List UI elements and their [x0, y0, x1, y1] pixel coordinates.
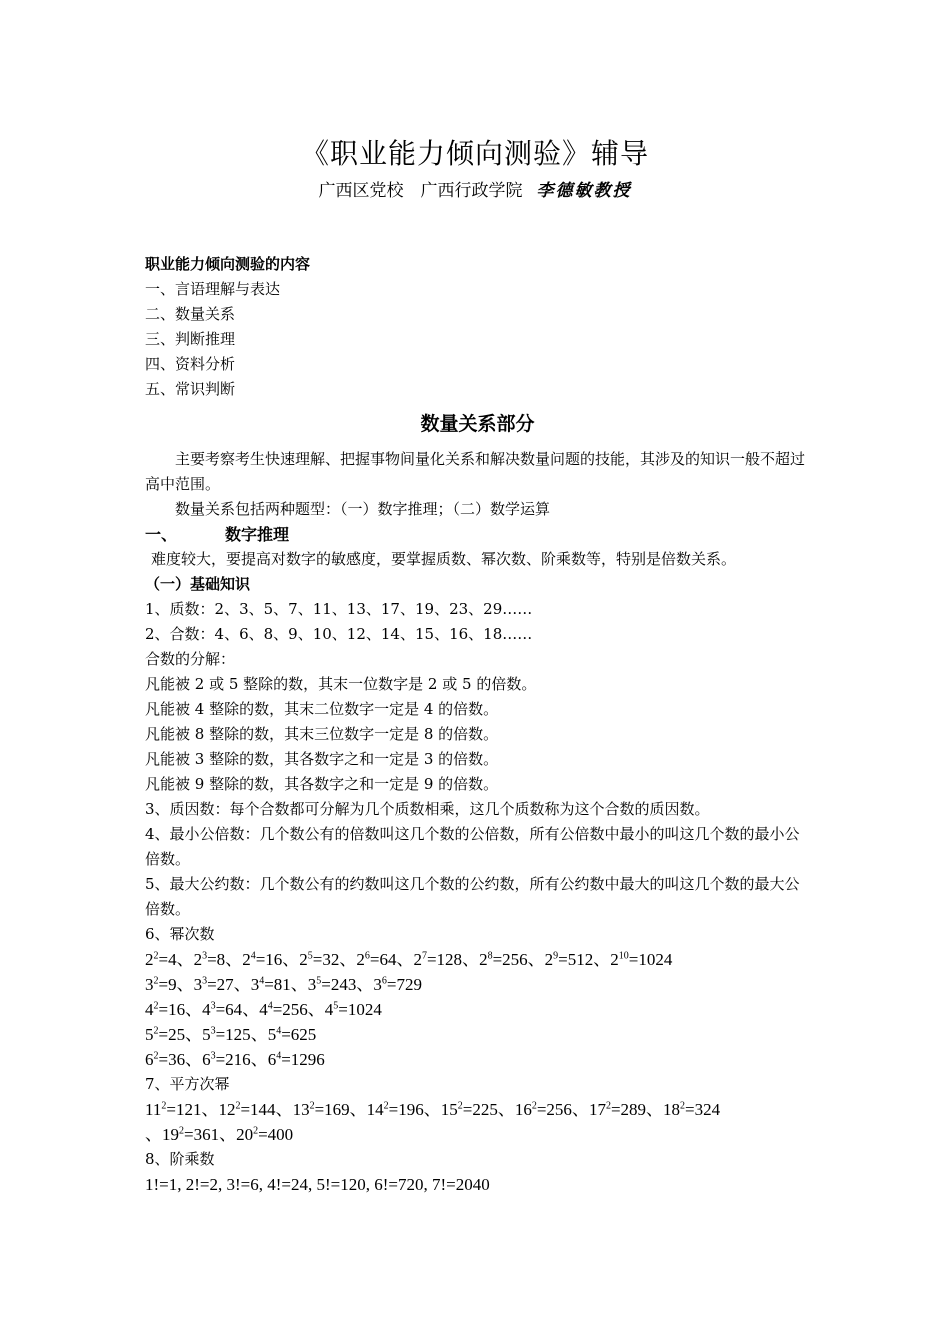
powers-row [145, 1022, 810, 1047]
power-base: 2 [242, 950, 251, 969]
power-exponent: 4 [276, 1025, 282, 1037]
power-term [236, 1125, 293, 1144]
power-result: =121 [166, 1100, 202, 1119]
powers-row [145, 1047, 810, 1072]
separator: 、 [423, 1100, 441, 1119]
power-result: =256 [492, 950, 528, 969]
power-exponent: 2 [235, 1100, 241, 1112]
heading-number: 一、 [145, 525, 178, 544]
power-exponent: 2 [253, 1125, 259, 1137]
power-base: 2 [479, 950, 488, 969]
power-term [441, 1100, 498, 1119]
power-result: =169 [314, 1100, 350, 1119]
rule-3: 凡能被 3 整除的数，其各数字之和一定是 3 的倍数。 [145, 750, 499, 768]
document-body [145, 252, 810, 1197]
intro-paragraph: 主要考察考生快速理解、把握事物间量化关系和解决数量问题的技能，其涉及的知识一般不超过高中范围。 [145, 450, 806, 493]
power-base: 11 [145, 1100, 162, 1119]
power-exponent: 2 [531, 1100, 537, 1112]
power-result: =216 [215, 1050, 251, 1069]
reasoning-description: 难度较大，要提高对数字的敏感度，要掌握质数、幂次数、阶乘数等，特别是倍数关系。 [151, 550, 737, 568]
author-line [0, 176, 950, 201]
separator: 、 [176, 975, 194, 994]
power-exponent: 3 [210, 1000, 216, 1012]
separator: 、 [646, 1100, 664, 1119]
power-result: =125 [215, 1025, 251, 1044]
separator: 、 [185, 1025, 203, 1044]
power-base: 2 [610, 950, 619, 969]
power-base: 13 [292, 1100, 310, 1119]
lcm-definition: 4、最小公倍数：几个数公有的倍数叫这几个数的公倍数，所有公倍数中最小的叫这几个数的最小公倍数。 [145, 825, 800, 868]
power-result: =64 [369, 950, 397, 969]
separator: 、 [396, 950, 414, 969]
power-result: =4 [158, 950, 177, 969]
toc-item: 一、言语理解与表达 [145, 280, 281, 298]
power-result: =256 [536, 1100, 572, 1119]
power-term [194, 950, 226, 969]
power-exponent: 2 [383, 1100, 389, 1112]
separator: 、 [282, 950, 300, 969]
power-result: =1296 [281, 1050, 325, 1069]
page-title: 《职业能力倾向测验》辅导 [300, 137, 649, 170]
power-base: 2 [413, 950, 422, 969]
power-term [308, 975, 357, 994]
power-base: 16 [514, 1100, 532, 1119]
power-result: =8 [207, 950, 226, 969]
power-result: =196 [388, 1100, 424, 1119]
power-term [145, 975, 177, 994]
separator: 、 [571, 1100, 589, 1119]
intro-types: 数量关系包括两种题型：（一）数字推理；（二）数学运算 [175, 500, 551, 518]
gcd-definition: 5、最大公约数：几个数公有的约数叫这几个数的公约数，所有公约数中最大的叫这几个数的最大公倍数。 [145, 875, 800, 918]
power-term [293, 1100, 350, 1119]
power-exponent: 4 [250, 950, 256, 962]
factorial-heading: 8、阶乘数 [145, 1150, 215, 1168]
power-result: =256 [272, 1000, 308, 1019]
power-term [251, 975, 291, 994]
power-term [545, 950, 594, 969]
institution-text: 广西区党校 广西行政学院 [318, 181, 523, 201]
power-exponent: 5 [316, 975, 322, 987]
separator: 、 [307, 1000, 325, 1019]
power-result: =81 [264, 975, 291, 994]
power-result: =625 [281, 1025, 317, 1044]
power-term [145, 950, 177, 969]
powers-row [145, 947, 810, 972]
power-result: =1024 [338, 1000, 382, 1019]
separator: 、 [250, 1025, 268, 1044]
power-base: 20 [236, 1125, 254, 1144]
squares-row [145, 1097, 810, 1122]
toc-item: 二、数量关系 [145, 305, 236, 323]
subheading-basics: （一）基础知识 [145, 575, 251, 593]
power-base: 4 [259, 1000, 268, 1019]
power-exponent: 4 [259, 975, 265, 987]
power-exponent: 6 [381, 975, 387, 987]
power-exponent: 2 [153, 950, 159, 962]
power-term [367, 1100, 424, 1119]
rule-2-5: 凡能被 2 或 5 整除的数，其末一位数字是 2 或 5 的倍数。 [145, 675, 537, 693]
power-result: =1024 [628, 950, 673, 969]
separator: 、 [497, 1100, 515, 1119]
power-term [202, 1000, 242, 1019]
power-exponent: 2 [153, 1025, 159, 1037]
power-exponent: 2 [153, 1000, 159, 1012]
power-result: =512 [558, 950, 594, 969]
power-result: =128 [426, 950, 463, 969]
power-base: 19 [162, 1125, 179, 1144]
power-base: 4 [202, 1000, 211, 1019]
power-exponent: 10 [618, 950, 629, 962]
power-result: =324 [685, 1100, 721, 1119]
power-term [218, 1100, 275, 1119]
power-term [259, 1000, 308, 1019]
squares-heading: 7、平方次幂 [145, 1075, 230, 1093]
power-base: 4 [324, 1000, 334, 1019]
power-exponent: 2 [457, 1100, 463, 1112]
power-term [515, 1100, 572, 1119]
power-exponent: 3 [202, 975, 208, 987]
power-result: =9 [158, 975, 177, 994]
power-result: =36 [158, 1050, 186, 1069]
separator: 、 [176, 950, 194, 969]
power-base: 5 [267, 1025, 277, 1044]
section-title: 数量关系部分 [420, 413, 535, 435]
power-base: 18 [663, 1100, 681, 1119]
power-exponent: 5 [307, 950, 313, 962]
power-result: =27 [207, 975, 234, 994]
power-base: 12 [218, 1100, 236, 1119]
prime-numbers: 1、质数：2、3、5、7、11、13、17、19、23、29…… [145, 600, 533, 618]
separator: 、 [250, 1050, 268, 1069]
power-exponent: 2 [161, 1100, 167, 1112]
power-term [145, 1050, 185, 1069]
power-base: 6 [267, 1050, 277, 1069]
power-term [242, 950, 282, 969]
power-base: 6 [202, 1050, 211, 1069]
power-result: =243 [321, 975, 357, 994]
power-exponent: 2 [680, 1100, 686, 1112]
separator: 、 [349, 1100, 367, 1119]
power-result: =289 [610, 1100, 647, 1119]
power-base: 15 [440, 1100, 458, 1119]
separator: 、 [339, 950, 357, 969]
power-base: 3 [307, 975, 317, 994]
power-base: 2 [145, 950, 154, 969]
power-term [356, 950, 396, 969]
power-result: =16 [255, 950, 283, 969]
power-term [194, 975, 234, 994]
toc-item: 三、判断推理 [145, 330, 236, 348]
separator: 、 [275, 1100, 293, 1119]
power-exponent: 6 [364, 950, 370, 962]
powers-heading: 6、幂次数 [145, 925, 215, 943]
power-base: 3 [145, 975, 154, 994]
separator: 、 [185, 1000, 203, 1019]
separator: 、 [233, 975, 251, 994]
power-term [268, 1025, 317, 1044]
separator: 、 [201, 1100, 219, 1119]
power-exponent: 2 [309, 1100, 315, 1112]
power-exponent: 2 [153, 975, 159, 987]
power-base: 5 [145, 1025, 154, 1044]
power-term [413, 950, 462, 969]
power-term [145, 1025, 185, 1044]
squares-row [145, 1122, 810, 1147]
power-base: 2 [193, 950, 203, 969]
power-term [202, 1050, 251, 1069]
powers-row [145, 972, 810, 997]
power-exponent: 3 [210, 1025, 216, 1037]
power-result: =225 [462, 1100, 498, 1119]
power-term [268, 1050, 325, 1069]
power-result: =729 [386, 975, 422, 994]
separator: 、 [356, 975, 374, 994]
power-exponent: 7 [421, 950, 427, 962]
power-result: =32 [312, 950, 340, 969]
separator: 、 [290, 975, 308, 994]
toc-item: 四、资料分析 [145, 355, 236, 373]
power-base: 5 [202, 1025, 211, 1044]
composite-decomposition: 合数的分解： [145, 650, 236, 668]
power-term [663, 1100, 720, 1119]
power-result: =25 [158, 1025, 186, 1044]
power-exponent: 4 [276, 1050, 282, 1062]
prime-factor-definition: 3、质因数：每个合数都可分解为几个质数相乘，这几个质数称为这个合数的质因数。 [145, 800, 710, 818]
power-exponent: 3 [210, 1050, 216, 1062]
power-term [373, 975, 422, 994]
power-term [299, 950, 339, 969]
power-base: 3 [193, 975, 203, 994]
separator: 、 [527, 950, 545, 969]
power-result: =64 [215, 1000, 243, 1019]
power-term [162, 1125, 219, 1144]
author-signature: 李德敏教授 [536, 181, 632, 201]
rule-8: 凡能被 8 整除的数，其末三位数字一定是 8 的倍数。 [145, 725, 499, 743]
power-result: =144 [240, 1100, 276, 1119]
power-base: 14 [366, 1100, 384, 1119]
power-base: 3 [373, 975, 382, 994]
separator: 、 [145, 1125, 162, 1144]
power-exponent: 5 [333, 1000, 339, 1012]
power-base: 2 [544, 950, 554, 969]
power-exponent: 2 [605, 1100, 611, 1112]
power-term [479, 950, 528, 969]
separator: 、 [593, 950, 611, 969]
power-exponent: 8 [487, 950, 493, 962]
powers-row [145, 997, 810, 1022]
power-term [610, 950, 672, 969]
power-result: =361 [184, 1125, 220, 1144]
power-term [145, 1100, 201, 1119]
power-base: 4 [145, 1000, 154, 1019]
toc-heading: 职业能力倾向测验的内容 [145, 255, 311, 273]
power-base: 2 [299, 950, 308, 969]
power-term [589, 1100, 646, 1119]
power-exponent: 2 [179, 1125, 184, 1137]
composite-numbers: 2、合数：4、6、8、9、10、12、14、15、16、18…… [145, 625, 533, 643]
heading-number-reasoning [145, 522, 810, 547]
separator: 、 [225, 950, 243, 969]
power-term [325, 1000, 382, 1019]
separator: 、 [185, 1050, 203, 1069]
power-exponent: 9 [553, 950, 559, 962]
rule-4: 凡能被 4 整除的数，其末二位数字一定是 4 的倍数。 [145, 700, 499, 718]
toc-item: 五、常识判断 [145, 380, 236, 398]
power-term [202, 1025, 251, 1044]
power-base: 17 [588, 1100, 606, 1119]
separator: 、 [242, 1000, 260, 1019]
power-exponent: 3 [202, 950, 208, 962]
power-exponent: 4 [267, 1000, 273, 1012]
power-base: 2 [356, 950, 365, 969]
power-base: 3 [250, 975, 260, 994]
power-base: 6 [145, 1050, 154, 1069]
heading-text: 数字推理 [225, 525, 290, 544]
separator: 、 [462, 950, 480, 969]
power-exponent: 2 [153, 1050, 159, 1062]
power-result: =16 [158, 1000, 186, 1019]
separator: 、 [219, 1125, 237, 1144]
power-term [145, 1000, 185, 1019]
rule-9: 凡能被 9 整除的数，其各数字之和一定是 9 的倍数。 [145, 775, 499, 793]
power-result: =400 [258, 1125, 294, 1144]
factorial-values: 1!=1, 2!=2, 3!=6, 4!=24, 5!=120, 6!=720, 7!=2040 [145, 1175, 490, 1194]
